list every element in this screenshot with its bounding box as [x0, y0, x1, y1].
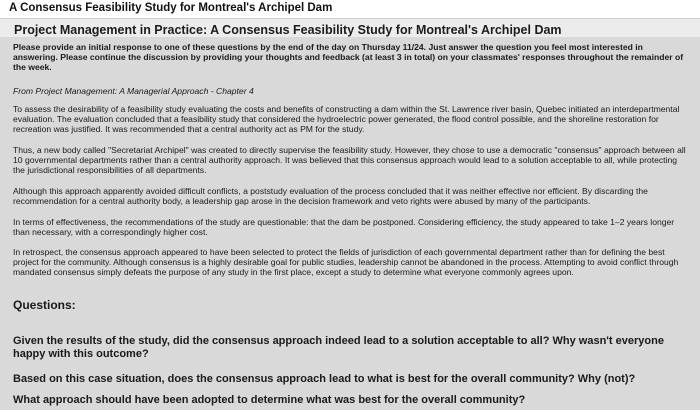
page-title: Project Management in Practice: A Consensus Feasibility Study for Montreal's Archipel Dam — [14, 23, 562, 37]
question-text: What approach should have been adopted to determine what was best for the overall community? — [13, 394, 526, 406]
paragraph-1 — [13, 104, 689, 135]
question-text: Based on this case situation, does the consensus approach lead to what is best for the overall community? Why (not)? — [13, 373, 636, 385]
paragraph-text: In retrospect, the consensus approach appeared to have been selected to protect the fields of jurisdiction of each governmental department rather than for defining the best project for the community. Although consensus is a highly desirable goal for public studies, leadership cannot be abandoned in the process. Attempting to avoid conflict through mandated consensus simply defeats the purpose of any study in the first place, except a study to determine what everyone commonly agrees upon. — [13, 247, 679, 278]
document-title: A Consensus Feasibility Study for Montreal's Archipel Dam — [9, 2, 333, 14]
paragraph-5 — [13, 247, 689, 278]
paragraph-text: Although this approach apparently avoided difficult conflicts, a poststudy evaluation of the process concluded that it was neither effective nor efficient. By discarding the recommendation for a central authority body, a leadership gap arose in the decision framework and veto rights were abused by many of the participants. — [13, 186, 648, 207]
question-2 — [13, 373, 689, 386]
title-bar — [0, 0, 700, 19]
paragraph-3 — [13, 186, 689, 206]
question-1 — [13, 335, 689, 361]
instructions-text: Please provide an initial response to one of these questions by the end of the day on Thursday 11/24. Just answer the question you feel most interested in answering. Please continue the discussion by providing your thoughts and feedback (at least 3 in total) on your classmates' responses throughout the remainder of the week. — [13, 42, 684, 73]
questions-label: Questions: — [13, 298, 76, 312]
question-text: Given the results of the study, did the consensus approach indeed lead to a solution acceptable to all? Why wasn't everyone happy with this outcome? — [13, 335, 664, 360]
question-3 — [13, 394, 689, 407]
paragraph-text: To assess the desirability of a feasibility study evaluating the costs and benefits of constructing a dam within the St. Lawrence river basin, Quebec initiated an interdepartmental evaluation. The evaluation concluded that a feasibility study that considered the hydroelectric power generated, the flood control possible, and the shoreline restoration for recreation was justified. It was recommended that a central authority act as PM for the study. — [13, 104, 680, 135]
source-line — [13, 86, 689, 96]
source-text: From Project Management: A Managerial Approach - Chapter 4 — [13, 86, 254, 96]
paragraph-text: In terms of effectiveness, the recommendations of the study are questionable: that the dam be postponed. Considering efficiency, the study appeared to take 1–2 years longer than necessary, with a correspondingly higher cost. — [13, 217, 675, 238]
instructions-block — [13, 42, 689, 73]
questions-header — [13, 298, 689, 312]
paragraph-text: Thus, a new body called "Secretariat Archipel" was created to directly supervise the feasibility study. However, they chose to use a democratic "consensus" approach between all 10 governmental departments rather than a central authority approach. It was believed that this consensus approach would lead to a solution acceptable to all, while protecting the jurisdictional responsibilities of all departments. — [13, 145, 686, 176]
paragraph-2 — [13, 145, 689, 176]
paragraph-4 — [13, 217, 689, 237]
